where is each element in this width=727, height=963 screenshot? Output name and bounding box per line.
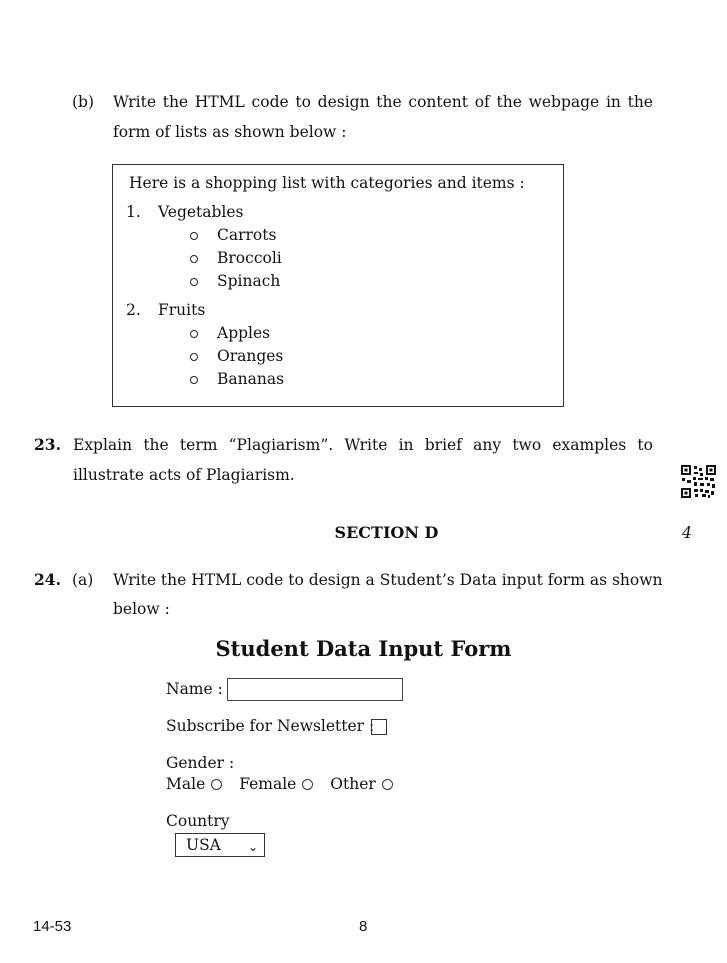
radio-circle-icon[interactable]	[302, 779, 313, 790]
question-24-sub-label: (a)	[72, 571, 94, 589]
page-number: 8	[359, 918, 368, 935]
category-name: Fruits	[158, 301, 206, 319]
question-24-text-line1: Write the HTML code to design a Student’s Data input form as shown	[113, 571, 663, 589]
question-23-text-line1: Explain the term “Plagiarism”. Write in brief any two examples to	[73, 436, 653, 454]
shopping-list-box	[112, 164, 564, 407]
bullet-circle-icon	[190, 232, 198, 240]
subscribe-checkbox[interactable]	[371, 719, 387, 735]
question-24-text-line2: below :	[113, 600, 170, 618]
list-item: Broccoli	[217, 249, 282, 267]
bullet-circle-icon	[190, 330, 198, 338]
shopping-list-intro: Here is a shopping list with categories and items :	[129, 174, 525, 192]
list-item: Bananas	[217, 370, 285, 388]
country-select[interactable]	[175, 833, 265, 857]
question-b-text-line2: form of lists as shown below :	[113, 123, 347, 141]
chevron-down-icon: ⌄	[247, 840, 258, 854]
qr-code-icon	[681, 465, 716, 498]
marks-label: 4	[682, 524, 692, 542]
gender-option-male[interactable]	[166, 774, 222, 794]
gender-options	[166, 774, 405, 794]
gender-label: Gender :	[166, 754, 235, 772]
gender-option-label: Other	[330, 775, 376, 793]
list-item: Carrots	[217, 226, 277, 244]
bullet-circle-icon	[190, 278, 198, 286]
gender-option-label: Male	[166, 775, 206, 793]
subscribe-label: Subscribe for Newsletter :	[166, 717, 375, 735]
form-title-text: Student Data Input Form	[215, 636, 512, 661]
question-24-number: 24.	[34, 570, 61, 589]
paper-code: 14-53	[33, 918, 72, 935]
radio-circle-icon[interactable]	[382, 779, 393, 790]
category-number: 2.	[126, 301, 141, 319]
list-item: Oranges	[217, 347, 284, 365]
question-b-label: (b)	[72, 93, 95, 111]
list-item: Spinach	[217, 272, 281, 290]
country-selected-value: USA	[186, 836, 221, 854]
question-23-number: 23.	[34, 435, 61, 454]
section-title: SECTION D	[334, 523, 439, 542]
gender-option-female[interactable]	[239, 774, 313, 794]
country-label: Country	[166, 812, 230, 830]
gender-option-label: Female	[239, 775, 297, 793]
question-23-text-line2: illustrate acts of Plagiarism.	[73, 466, 295, 484]
form-title	[0, 635, 727, 663]
bullet-circle-icon	[190, 255, 198, 263]
bullet-circle-icon	[190, 353, 198, 361]
gender-option-other[interactable]	[330, 774, 393, 794]
category-number: 1.	[126, 203, 141, 221]
radio-circle-icon[interactable]	[211, 779, 222, 790]
list-item: Apples	[217, 324, 271, 342]
category-name: Vegetables	[158, 203, 244, 221]
bullet-circle-icon	[190, 376, 198, 384]
question-b-text-line1: Write the HTML code to design the content of the webpage in the	[113, 93, 653, 111]
name-input[interactable]	[227, 678, 403, 701]
name-label: Name :	[166, 680, 223, 698]
